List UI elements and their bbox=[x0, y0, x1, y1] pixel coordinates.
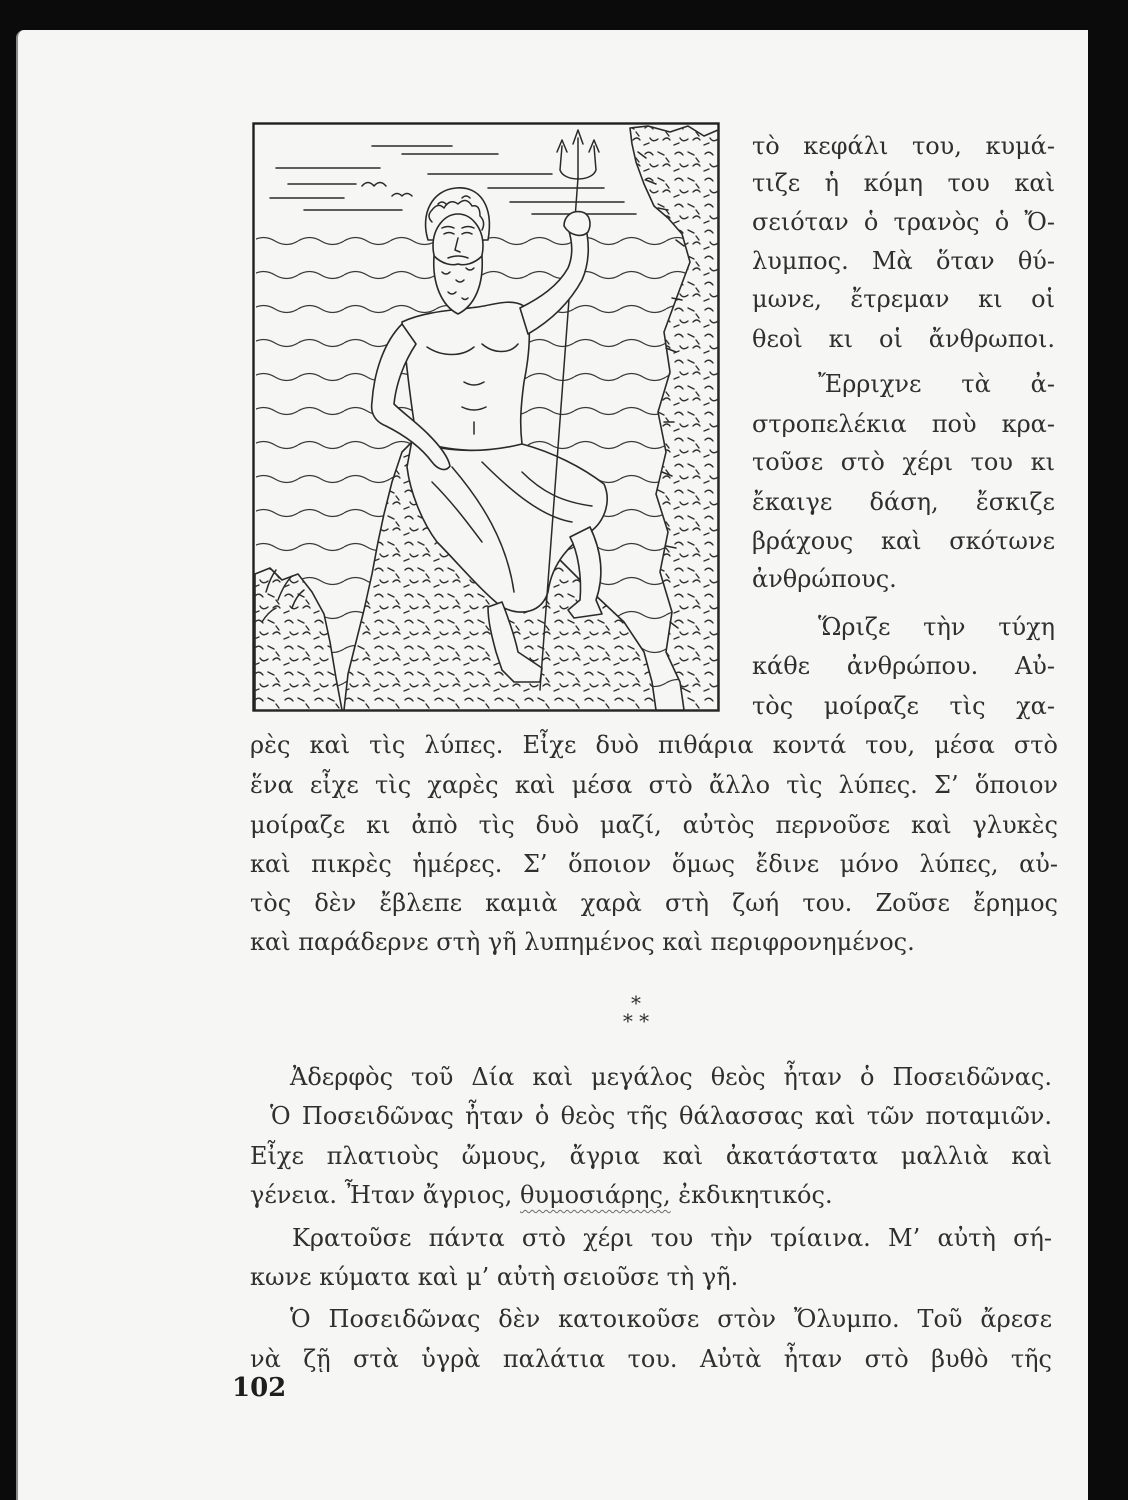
body-text-line: καὶ παράδερνε στὴ γῆ λυπημένος καὶ περιφρονημένος. bbox=[250, 928, 915, 956]
right-column-line: βράχους καὶ σκότωνε bbox=[752, 527, 1055, 555]
right-column-line: ἔκαιγε δάση, ἔσκιζε bbox=[752, 488, 1055, 516]
body-text-line: ρὲς καὶ τὶς λύπες. Εἶχε δυὸ πιθάρια κοντά του, μέσα στὸ bbox=[250, 731, 1058, 759]
line-segment: ἐκδικητικός. bbox=[678, 1181, 833, 1209]
body-text-line: κωνε κύματα καὶ μ’ αὐτὴ σειοῦσε τὴ γῆ. bbox=[250, 1263, 739, 1291]
right-column-line: σειόταν ὁ τρανὸς ὁ Ὄ- bbox=[752, 208, 1055, 236]
right-column-line: θεοὶ κι οἱ ἄνθρωποι. bbox=[752, 325, 1055, 353]
line-segment: γένεια. Ἦταν ἄγριος, bbox=[250, 1181, 513, 1209]
right-column-line: τιζε ἡ κόμη του καὶ bbox=[752, 169, 1055, 197]
body-text-line: καὶ πικρὲς ἡμέρες. Σ’ ὅποιον ὅμως ἔδινε μόνο λύπες, αὐ- bbox=[250, 850, 1058, 878]
right-column-line: τὸς μοίραζε τὶς χα- bbox=[752, 692, 1055, 720]
right-column-line: Ὥριζε τὴν τύχη bbox=[818, 613, 1055, 641]
body-text-line: Εἶχε πλατιοὺς ὤμους, ἄγρια καὶ ἀκατάστατα μαλλιὰ καὶ bbox=[250, 1142, 1052, 1170]
body-text-line: Κρατοῦσε πάντα στὸ χέρι του τὴν τρίαινα. Μ’ αὐτὴ σή- bbox=[292, 1224, 1052, 1252]
right-column-line: Ἔρριχνε τὰ ἀ- bbox=[818, 370, 1055, 398]
right-column-line: στροπελέκια ποὺ κρα- bbox=[752, 410, 1055, 438]
right-column-line: λυμπος. Μὰ ὅταν θύ- bbox=[752, 247, 1055, 275]
right-column-line: τὸ κεφάλι του, κυμά- bbox=[752, 132, 1055, 160]
section-break-bottom: * * bbox=[622, 1009, 650, 1033]
right-column-line: κάθε ἀνθρώπου. Αὐ- bbox=[752, 652, 1055, 680]
body-text-line: Ὁ Ποσειδῶνας δὲν κατοικοῦσε στὸν Ὄλυμπο. Τοῦ ἄρεσε bbox=[290, 1305, 1052, 1333]
body-text-line bbox=[250, 1180, 1052, 1210]
poseidon-illustration bbox=[252, 122, 720, 712]
body-text-line: ἕνα εἶχε τὶς χαρὲς καὶ μέσα στὸ ἄλλο τὶς λύπες. Σ’ ὅποιον bbox=[250, 771, 1058, 799]
body-text-line: μοίραζε κι ἀπὸ τὶς δυὸ μαζί, αὐτὸς περνοῦσε καὶ γλυκὲς bbox=[250, 811, 1058, 839]
right-column-line: τοῦσε στὸ χέρι του κι bbox=[752, 448, 1055, 476]
section-break-top: * bbox=[631, 991, 641, 1015]
right-column-line: ἀνθρώπους. bbox=[752, 565, 897, 593]
body-text-line: τὸς δὲν ἔβλεπε καμιὰ χαρὰ στὴ ζωή του. Ζοῦσε ἔρημος bbox=[250, 889, 1058, 917]
right-column-line: μωνε, ἔτρεμαν κι οἱ bbox=[752, 285, 1055, 313]
page-number: 102 bbox=[232, 1373, 287, 1403]
body-text-line: Ὁ Ποσειδῶνας ἦταν ὁ θεὸς τῆς θάλασσας καὶ τῶν ποταμιῶν. bbox=[270, 1102, 1052, 1130]
fist bbox=[564, 212, 590, 236]
hand-underlined-word: θυμοσιάρης, bbox=[519, 1181, 671, 1209]
body-text-line: Ἀδερφὸς τοῦ Δία καὶ μεγάλος θεὸς ἦταν ὁ Ποσειδῶνας. bbox=[290, 1063, 1052, 1091]
body-text-line: νὰ ζῇ στὰ ὑγρὰ παλάτια του. Αὐτὰ ἦταν στὸ βυθὸ τῆς bbox=[250, 1345, 1052, 1373]
